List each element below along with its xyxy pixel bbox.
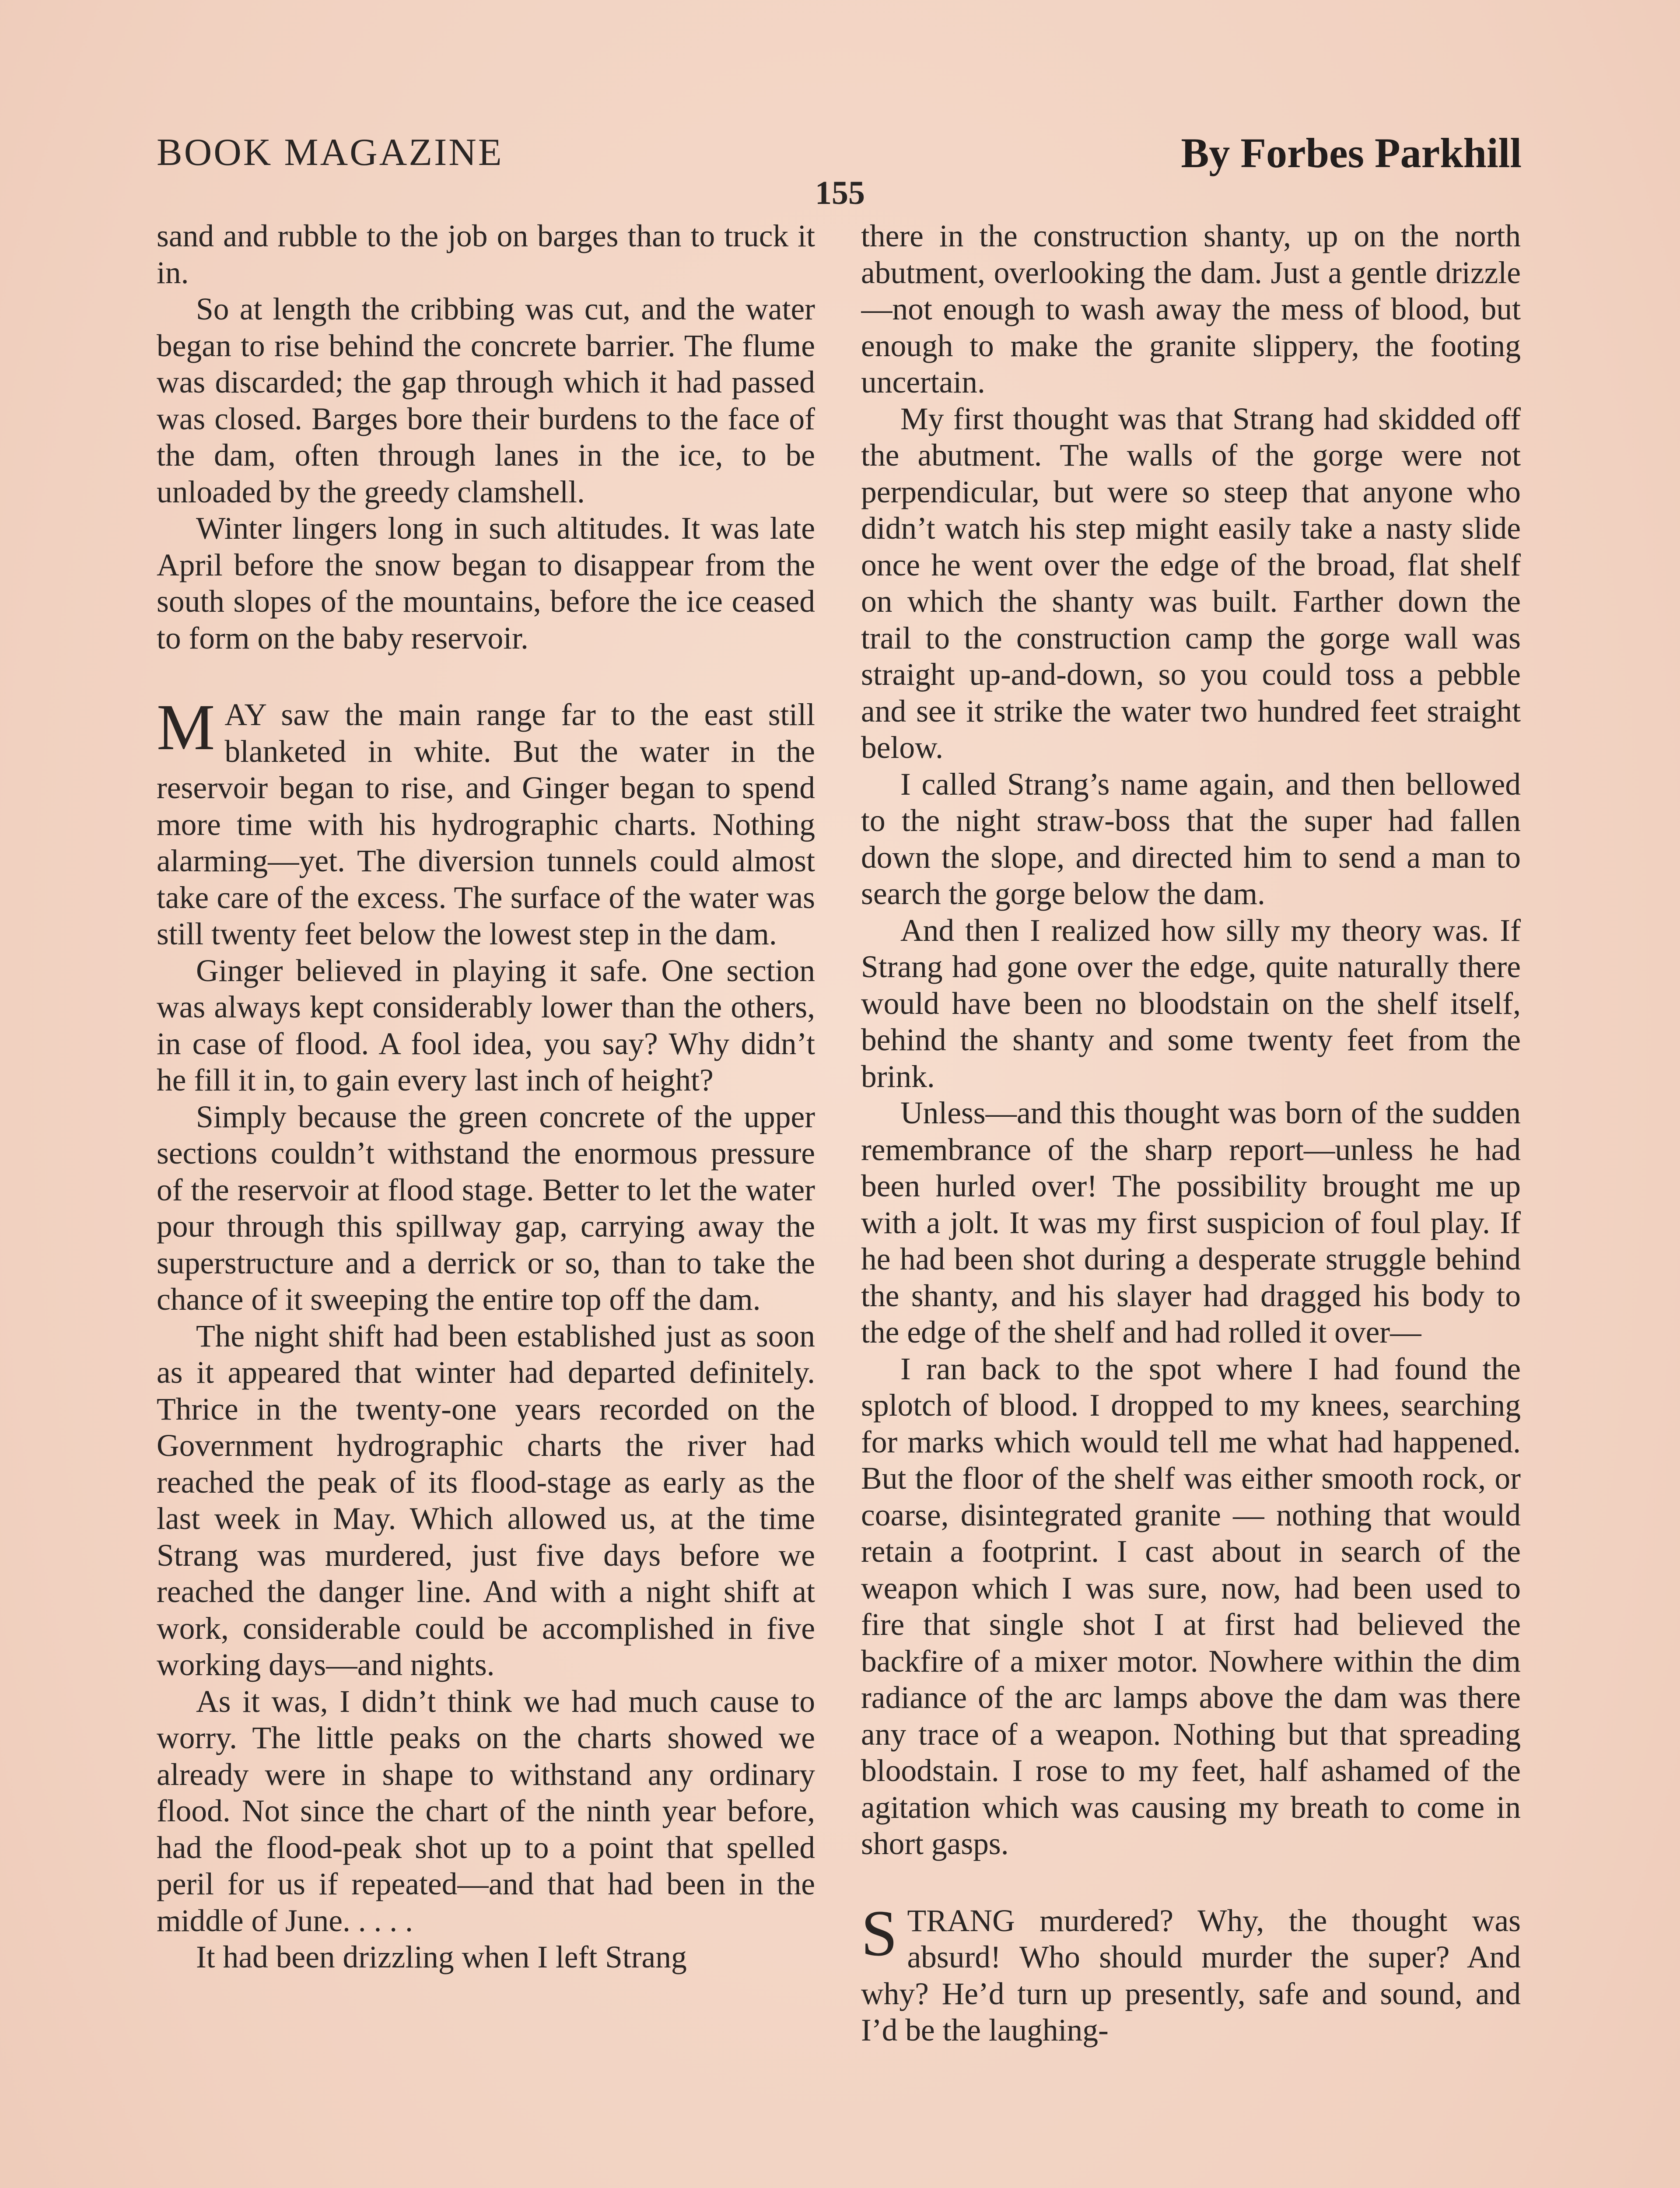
paragraph: I called Strang’s name again, and then bellowed to the night straw-boss that the super had fallen down the slope, and directed him to send a man to search the gorge below the dam. xyxy=(861,767,1521,911)
left-column xyxy=(157,218,815,2188)
paragraph: Ginger believed in playing it safe. One section was always kept considerably lower than the others, in case of flood. A fool idea, you say? Why didn’t he fill it in, to gain every last inch of height? xyxy=(157,953,815,1098)
paragraph-text: TRANG murdered? Why, the thought was absurd! Who should murder the super? And why? He’d turn up presently, safe and sound, and I’d be the laughing- xyxy=(861,1903,1521,2048)
paragraph: My first thought was that Strang had skidded off the abutment. The walls of the gorge were not perpendicular, but were so steep that anyone who didn’t watch his step might easily take a nasty slide once he went over the edge of the broad, flat shelf on which the shanty was built. Farther down the trail to the construction camp the gorge wall was straight up-and-down, so you could toss a pebble and see it strike the water two hundred feet straight below. xyxy=(861,401,1521,765)
paragraph: And then I realized how silly my theory was. If Strang had gone over the edge, quite naturally there would have been no bloodstain on the shelf itself, behind the shanty and some twenty feet from the brink. xyxy=(861,913,1521,1094)
author-byline: By Forbes Parkhill xyxy=(1181,130,1522,176)
paragraph: As it was, I didn’t think we had much cause to worry. The little peaks on the charts showed we already were in shape to withstand any ordinary flood. Not since the chart of the ninth year before, had the flood-peak shot up to a point that spelled peril for us if repeated—and that had been in the middle of June. . . . . xyxy=(157,1684,815,1938)
page-number: 155 xyxy=(815,175,865,211)
paragraph: I ran back to the spot where I had found the splotch of blood. I dropped to my knees, searching for marks which would tell me what had happened. But the floor of the shelf was either smooth rock, or coarse, disintegrated granite — nothing that would retain a footprint. I cast about in search of the weapon which I was sure, now, had been used to fire that single shot I at first had believed the backfire of a mixer motor. Nowhere within the dim radiance of the arc lamps above the dam was there any trace of a weapon. Nothing but that spreading bloodstain. I rose to my feet, half ashamed of the agitation which was causing my breath to come in short gasps. xyxy=(861,1351,1521,1861)
section-paragraph xyxy=(861,1897,1521,2049)
magazine-title: BOOK MAGAZINE xyxy=(157,131,504,174)
section-paragraph xyxy=(157,691,815,953)
paragraph: Unless—and this thought was born of the sudden remembrance of the sharp report—unless he had been hurled over! The possibility brought me up with a jolt. It was my first suspicion of foul play. If he had been shot during a desperate struggle behind the shanty, and his slayer had dragged his body to the edge of the shelf and had rolled it over— xyxy=(861,1096,1521,1350)
drop-cap: S xyxy=(861,1897,898,1970)
paragraph: Winter lingers long in such altitudes. It was late April before the snow began to disappear from the south slopes of the mountains, before the ice ceased to form on the baby reservoir. xyxy=(157,511,815,656)
paragraph: there in the construction shanty, up on the north abutment, overlooking the dam. Just a gentle drizzle—not enough to wash away the mess of blood, but enough to make the granite slippery, the footing uncertain. xyxy=(861,219,1521,400)
paragraph: It had been drizzling when I left Strang xyxy=(196,1940,687,1974)
paragraph: So at length the cribbing was cut, and the water began to rise behind the concrete barrier. The flume was discarded; the gap through which it had passed was closed. Barges bore their burdens to the face of the dam, often through lanes in the ice, to be unloaded by the greedy clamshell. xyxy=(157,292,815,509)
paragraph: Simply because the green concrete of the upper sections couldn’t withstand the enormous pressure of the reservoir at flood stage. Better to let the water pour through this spillway gap, carrying away the superstructure and a derrick or so, than to take the chance of it sweeping the entire top off the dam. xyxy=(157,1099,815,1317)
paragraph: sand and rubble to the job on barges than to truck it in. xyxy=(157,219,815,290)
paragraph: The night shift had been established just as soon as it appeared that winter had departed definitely. Thrice in the twenty-one years recorded on the Government hydrographic charts the river had reached the peak of its flood-stage as early as the last week in May. Which allowed us, at the time Strang was murdered, just five days before we reached the danger line. And with a night shift at work, considerable could be accomplished in five working days—and nights. xyxy=(157,1318,815,1682)
drop-cap: M xyxy=(157,691,215,764)
paragraph-text: AY saw the main range far to the east still blanketed in white. But the water in the reservoir began to rise, and Ginger began to spend more time with his hydrographic charts. Nothing alarming—yet. The diversion tunnels could almost take care of the excess. The surface of the water was still twenty feet below the lowest step in the dam. xyxy=(157,698,815,951)
right-column xyxy=(861,218,1521,2188)
